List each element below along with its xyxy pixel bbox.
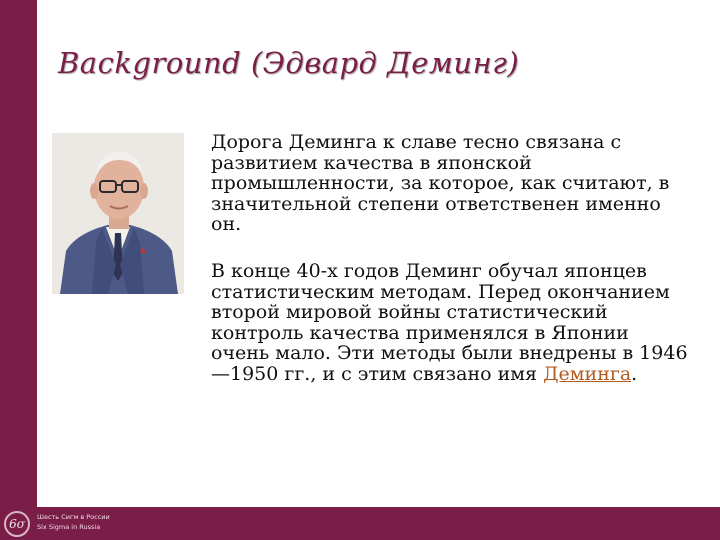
paragraph-1: Дорога Деминга к славе тесно связана с развитием качества в японской промышленности, за которое, как считают, в значительной степени ответственен именно он. (211, 131, 670, 236)
paragraph-2 (211, 261, 691, 385)
footer-line-ru: Шесть Сигм в России (37, 513, 110, 521)
footer-text (37, 512, 110, 532)
portrait-photo (52, 133, 184, 294)
paragraph-2-text: В конце 40-х годов Деминг обучал японцев статистическим методам. Перед окончанием второй мировой войны статистический контроль качества применялся в Японии очень мало. Эти методы были внедрены в 1946—1950 гг., и с этим связано имя (211, 259, 688, 385)
body-text (211, 132, 691, 385)
deming-link[interactable]: Деминга (543, 362, 632, 385)
six-sigma-logo-icon: 6σ (4, 511, 30, 537)
footer-line-en: Six Sigma in Russia (37, 523, 101, 531)
slide-title: Background (Эдвард Деминг) (58, 46, 520, 80)
left-accent-bar (0, 0, 37, 540)
paragraph-2-end: . (631, 362, 638, 385)
portrait-image (52, 133, 184, 294)
